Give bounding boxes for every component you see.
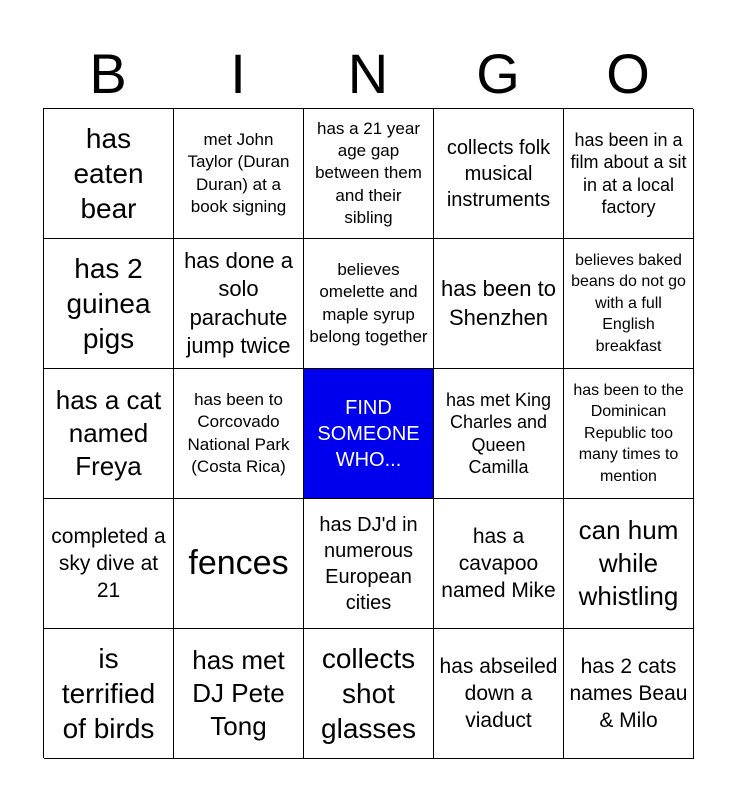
bingo-cell[interactable] bbox=[304, 499, 434, 629]
bingo-cell[interactable] bbox=[44, 369, 174, 499]
header-letter-n: N bbox=[347, 42, 389, 105]
bingo-cell[interactable] bbox=[174, 499, 304, 629]
cell-text: has eaten bear bbox=[73, 123, 144, 224]
cell-text: has a 21 year age gap between them and their sibling bbox=[315, 119, 422, 227]
cell-text: has DJ'd in numerous European cities bbox=[319, 513, 418, 614]
cell-text: has been to the Dominican Republic too many times to mention bbox=[573, 381, 684, 485]
bingo-cell[interactable] bbox=[174, 369, 304, 499]
bingo-header bbox=[43, 40, 693, 108]
bingo-cell[interactable] bbox=[564, 369, 694, 499]
bingo-cell[interactable] bbox=[44, 109, 174, 239]
header-letter-b: B bbox=[89, 42, 127, 105]
bingo-cell[interactable] bbox=[174, 109, 304, 239]
cell-text: has met DJ Pete Tong bbox=[192, 644, 285, 742]
bingo-cell[interactable] bbox=[564, 239, 694, 369]
bingo-cell[interactable] bbox=[434, 369, 564, 499]
bingo-cell[interactable] bbox=[434, 109, 564, 239]
cell-text: can hum while whistling bbox=[578, 514, 679, 612]
bingo-grid bbox=[43, 108, 693, 758]
cell-text: has been to Shenzhen bbox=[441, 276, 556, 330]
header-letter-i: I bbox=[230, 42, 246, 105]
cell-text: believes baked beans do not go with a full English breakfast bbox=[571, 251, 686, 355]
bingo-cell[interactable] bbox=[434, 499, 564, 629]
cell-text: has a cat named Freya bbox=[55, 384, 162, 482]
bingo-cell[interactable] bbox=[304, 109, 434, 239]
cell-text: has been to Corcovado National Park (Costa Rica) bbox=[187, 390, 290, 476]
free-space-text: FIND SOMEONE WHO... bbox=[317, 396, 420, 471]
bingo-cell[interactable] bbox=[564, 629, 694, 759]
cell-text: has 2 cats names Beau & Milo bbox=[569, 654, 688, 733]
cell-text: fences bbox=[188, 544, 289, 583]
cell-text: believes omelette and maple syrup belong together bbox=[309, 260, 428, 346]
bingo-cell[interactable] bbox=[44, 239, 174, 369]
bingo-cell[interactable] bbox=[564, 109, 694, 239]
bingo-cell[interactable] bbox=[434, 629, 564, 759]
bingo-cell[interactable] bbox=[304, 629, 434, 759]
cell-text: is terrified of birds bbox=[61, 643, 156, 744]
cell-text: has done a solo parachute jump twice bbox=[184, 248, 293, 358]
cell-text: has been in a film about a sit in at a local factory bbox=[570, 129, 687, 217]
bingo-cell[interactable] bbox=[174, 239, 304, 369]
bingo-cell[interactable] bbox=[44, 499, 174, 629]
header-letter-g: G bbox=[476, 42, 520, 105]
bingo-cell[interactable] bbox=[434, 239, 564, 369]
cell-text: has met King Charles and Queen Camilla bbox=[445, 389, 552, 477]
bingo-cell[interactable] bbox=[304, 239, 434, 369]
cell-text: has 2 guinea pigs bbox=[66, 253, 151, 354]
bingo-cell[interactable] bbox=[44, 629, 174, 759]
cell-text: completed a sky dive at 21 bbox=[51, 524, 166, 603]
cell-text: collects folk musical instruments bbox=[446, 136, 551, 211]
free-space-cell[interactable] bbox=[304, 369, 434, 499]
cell-text: has abseiled down a viaduct bbox=[439, 654, 558, 733]
cell-text: met John Taylor (Duran Duran) at a book signing bbox=[187, 130, 290, 216]
header-letter-o: O bbox=[606, 42, 650, 105]
bingo-cell[interactable] bbox=[174, 629, 304, 759]
bingo-cell[interactable] bbox=[564, 499, 694, 629]
cell-text: collects shot glasses bbox=[321, 643, 416, 744]
cell-text: has a cavapoo named Mike bbox=[441, 524, 556, 603]
